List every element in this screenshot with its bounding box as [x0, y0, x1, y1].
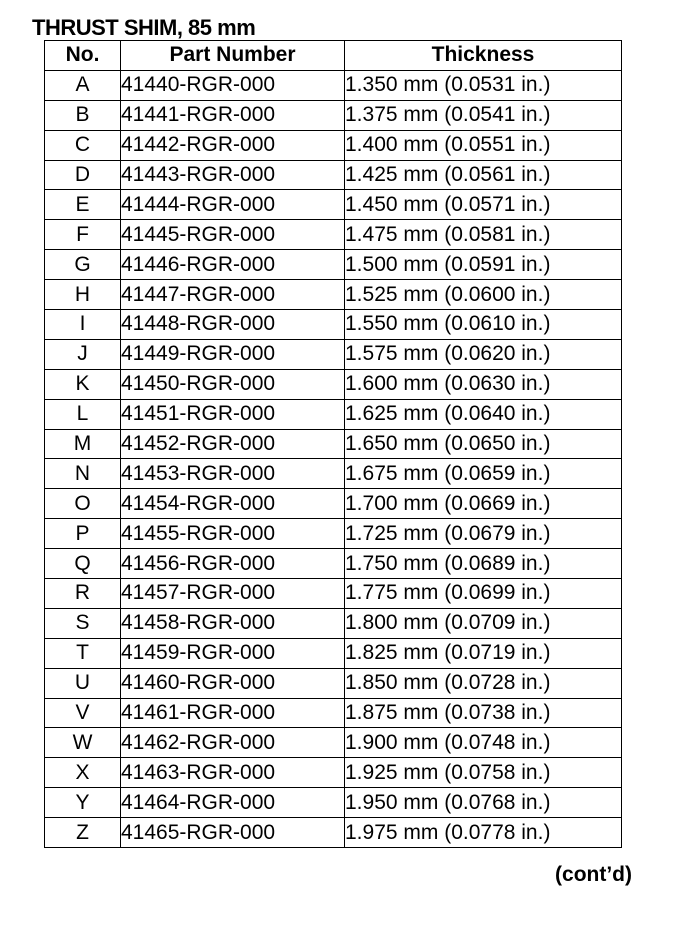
thickness-cell: 1.625 mm (0.0640 in.) — [345, 399, 622, 429]
shim-no-cell: W — [45, 728, 121, 758]
table-body — [45, 70, 622, 847]
thickness-cell: 1.475 mm (0.0581 in.) — [345, 220, 622, 250]
shim-no-cell: T — [45, 638, 121, 668]
part-number-cell: 41460-RGR-000 — [121, 668, 345, 698]
table-row — [45, 429, 622, 459]
shim-no-cell: O — [45, 489, 121, 519]
thickness-cell: 1.850 mm (0.0728 in.) — [345, 668, 622, 698]
thickness-cell: 1.500 mm (0.0591 in.) — [345, 250, 622, 280]
part-number-cell: 41455-RGR-000 — [121, 519, 345, 549]
shim-no-cell: X — [45, 758, 121, 788]
thickness-cell: 1.825 mm (0.0719 in.) — [345, 638, 622, 668]
table-row — [45, 369, 622, 399]
part-number-cell: 41442-RGR-000 — [121, 130, 345, 160]
thickness-cell: 1.550 mm (0.0610 in.) — [345, 310, 622, 340]
thickness-cell: 1.750 mm (0.0689 in.) — [345, 549, 622, 579]
part-number-cell: 41464-RGR-000 — [121, 788, 345, 818]
part-number-cell: 41453-RGR-000 — [121, 459, 345, 489]
part-number-cell: 41461-RGR-000 — [121, 698, 345, 728]
part-number-cell: 41446-RGR-000 — [121, 250, 345, 280]
shim-no-cell: U — [45, 668, 121, 698]
continued-note: (cont’d) — [555, 863, 632, 886]
shim-no-cell: V — [45, 698, 121, 728]
table-row — [45, 668, 622, 698]
shim-no-cell: M — [45, 429, 121, 459]
table-header-row — [45, 41, 622, 71]
part-number-cell: 41458-RGR-000 — [121, 608, 345, 638]
table-row — [45, 280, 622, 310]
thickness-cell: 1.600 mm (0.0630 in.) — [345, 369, 622, 399]
shim-no-cell: R — [45, 579, 121, 609]
thickness-cell: 1.700 mm (0.0669 in.) — [345, 489, 622, 519]
table-row — [45, 638, 622, 668]
table-row — [45, 579, 622, 609]
thickness-cell: 1.375 mm (0.0541 in.) — [345, 100, 622, 130]
shim-no-cell: N — [45, 459, 121, 489]
table-row — [45, 698, 622, 728]
part-number-cell: 41443-RGR-000 — [121, 160, 345, 190]
part-number-cell: 41449-RGR-000 — [121, 339, 345, 369]
header-part-number: Part Number — [121, 41, 345, 71]
part-number-cell: 41444-RGR-000 — [121, 190, 345, 220]
shim-no-cell: H — [45, 280, 121, 310]
shim-no-cell: A — [45, 70, 121, 100]
table-row — [45, 130, 622, 160]
table-row — [45, 250, 622, 280]
table-row — [45, 519, 622, 549]
table-row — [45, 190, 622, 220]
table-row — [45, 758, 622, 788]
part-number-cell: 41459-RGR-000 — [121, 638, 345, 668]
thickness-cell: 1.975 mm (0.0778 in.) — [345, 818, 622, 848]
part-number-cell: 41462-RGR-000 — [121, 728, 345, 758]
part-number-cell: 41447-RGR-000 — [121, 280, 345, 310]
table-row — [45, 489, 622, 519]
part-number-cell: 41454-RGR-000 — [121, 489, 345, 519]
table-row — [45, 608, 622, 638]
shim-no-cell: C — [45, 130, 121, 160]
header-no: No. — [45, 41, 121, 71]
part-number-cell: 41452-RGR-000 — [121, 429, 345, 459]
part-number-cell: 41440-RGR-000 — [121, 70, 345, 100]
table-row — [45, 788, 622, 818]
thickness-cell: 1.800 mm (0.0709 in.) — [345, 608, 622, 638]
thickness-cell: 1.775 mm (0.0699 in.) — [345, 579, 622, 609]
table-row — [45, 100, 622, 130]
part-number-cell: 41456-RGR-000 — [121, 549, 345, 579]
thrust-shim-table — [44, 40, 622, 848]
table-row — [45, 549, 622, 579]
table-row — [45, 728, 622, 758]
shim-no-cell: Y — [45, 788, 121, 818]
part-number-cell: 41441-RGR-000 — [121, 100, 345, 130]
table-row — [45, 160, 622, 190]
shim-no-cell: E — [45, 190, 121, 220]
thickness-cell: 1.450 mm (0.0571 in.) — [345, 190, 622, 220]
part-number-cell: 41450-RGR-000 — [121, 369, 345, 399]
part-number-cell: 41465-RGR-000 — [121, 818, 345, 848]
thickness-cell: 1.350 mm (0.0531 in.) — [345, 70, 622, 100]
thickness-cell: 1.650 mm (0.0650 in.) — [345, 429, 622, 459]
part-number-cell: 41457-RGR-000 — [121, 579, 345, 609]
thickness-cell: 1.875 mm (0.0738 in.) — [345, 698, 622, 728]
thickness-cell: 1.900 mm (0.0748 in.) — [345, 728, 622, 758]
thickness-cell: 1.925 mm (0.0758 in.) — [345, 758, 622, 788]
thickness-cell: 1.425 mm (0.0561 in.) — [345, 160, 622, 190]
shim-no-cell: Z — [45, 818, 121, 848]
table-row — [45, 310, 622, 340]
table-row — [45, 818, 622, 848]
part-number-cell: 41451-RGR-000 — [121, 399, 345, 429]
thickness-cell: 1.400 mm (0.0551 in.) — [345, 130, 622, 160]
thickness-cell: 1.575 mm (0.0620 in.) — [345, 339, 622, 369]
shim-no-cell: K — [45, 369, 121, 399]
part-number-cell: 41448-RGR-000 — [121, 310, 345, 340]
table-row — [45, 220, 622, 250]
shim-no-cell: D — [45, 160, 121, 190]
thickness-cell: 1.675 mm (0.0659 in.) — [345, 459, 622, 489]
shim-no-cell: I — [45, 310, 121, 340]
shim-no-cell: P — [45, 519, 121, 549]
table-row — [45, 459, 622, 489]
part-number-cell: 41445-RGR-000 — [121, 220, 345, 250]
table-row — [45, 70, 622, 100]
page-title: THRUST SHIM, 85 mm — [32, 15, 256, 40]
thickness-cell: 1.950 mm (0.0768 in.) — [345, 788, 622, 818]
shim-no-cell: Q — [45, 549, 121, 579]
shim-no-cell: F — [45, 220, 121, 250]
header-thickness: Thickness — [345, 41, 622, 71]
thickness-cell: 1.725 mm (0.0679 in.) — [345, 519, 622, 549]
shim-no-cell: B — [45, 100, 121, 130]
shim-no-cell: S — [45, 608, 121, 638]
shim-no-cell: L — [45, 399, 121, 429]
shim-no-cell: J — [45, 339, 121, 369]
table-row — [45, 399, 622, 429]
shim-no-cell: G — [45, 250, 121, 280]
table-row — [45, 339, 622, 369]
part-number-cell: 41463-RGR-000 — [121, 758, 345, 788]
thickness-cell: 1.525 mm (0.0600 in.) — [345, 280, 622, 310]
